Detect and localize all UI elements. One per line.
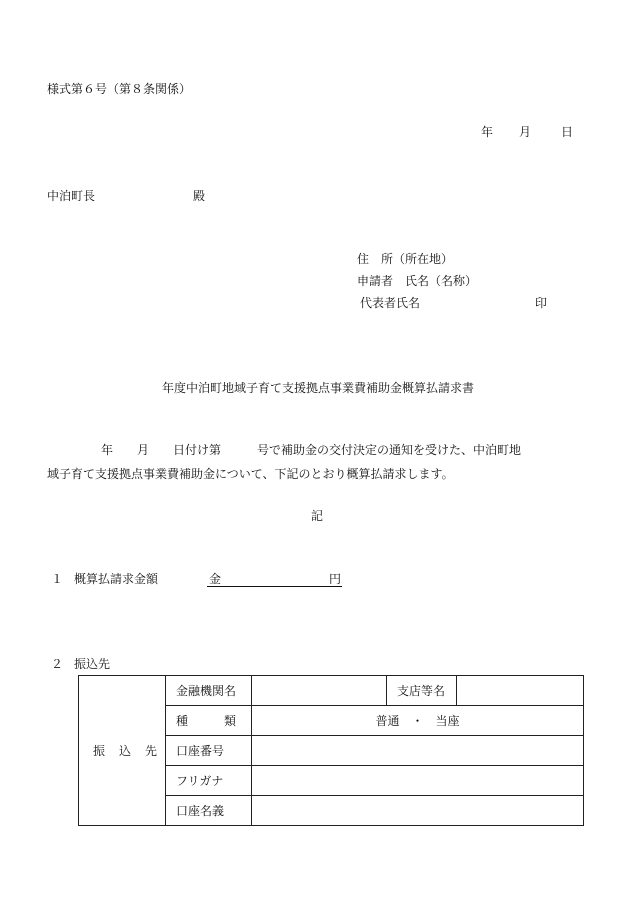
branch-name-label: 支店等名 — [387, 676, 457, 706]
bank-name-label: 金融機関名 — [166, 676, 252, 706]
bank-name-field[interactable] — [252, 676, 387, 706]
account-holder-label: 口座名義 — [166, 796, 252, 826]
amount-field[interactable] — [207, 571, 342, 587]
item-1-number: １ — [51, 572, 64, 586]
account-number-field[interactable] — [252, 736, 584, 766]
applicant-name-label: 申請者 氏名（名称） — [357, 274, 478, 288]
account-number-label: 口座番号 — [166, 736, 252, 766]
item-1-label: 概算払請求金額 — [74, 572, 159, 586]
body-text-line-1: 年 月 日付け第 号で補助金の交付決定の通知を受けた、中泊町地 — [101, 443, 522, 457]
form-number: 様式第６号（第８条関係） — [47, 82, 192, 96]
notes-heading: 記 — [311, 509, 324, 523]
bank-name-row — [79, 676, 584, 706]
body-text-line-2: 域子育て支援拠点事業費補助金について、下記のとおり概算払請求します。 — [47, 467, 454, 481]
date-month-label: 月 — [519, 125, 532, 139]
item-2-number: ２ — [51, 657, 64, 671]
date-year-label: 年 — [481, 125, 494, 139]
furigana-field[interactable] — [252, 766, 584, 796]
representative-name-label: 代表者氏名 — [360, 296, 421, 310]
account-type-label: 種 類 — [166, 706, 252, 736]
amount-prefix: 金 — [209, 572, 222, 586]
account-type-options[interactable]: 普通 ・ 当座 — [252, 706, 584, 736]
seal-mark: 印 — [535, 296, 548, 310]
transfer-destination-side-label: 振込先 — [79, 676, 166, 826]
amount-unit: 円 — [329, 572, 342, 586]
bank-transfer-table — [78, 675, 584, 826]
document-title: 年度中泊町地域子育て支援拠点事業費補助金概算払請求書 — [162, 381, 475, 395]
addressee-name: 中泊町長 — [47, 189, 96, 203]
account-holder-field[interactable] — [252, 796, 584, 826]
addressee-honorific: 殿 — [193, 189, 206, 203]
branch-name-field[interactable] — [457, 676, 584, 706]
item-2-label: 振込先 — [74, 657, 111, 671]
applicant-address-label: 住 所（所在地） — [357, 252, 454, 266]
date-day-label: 日 — [561, 125, 574, 139]
furigana-label: フリガナ — [166, 766, 252, 796]
